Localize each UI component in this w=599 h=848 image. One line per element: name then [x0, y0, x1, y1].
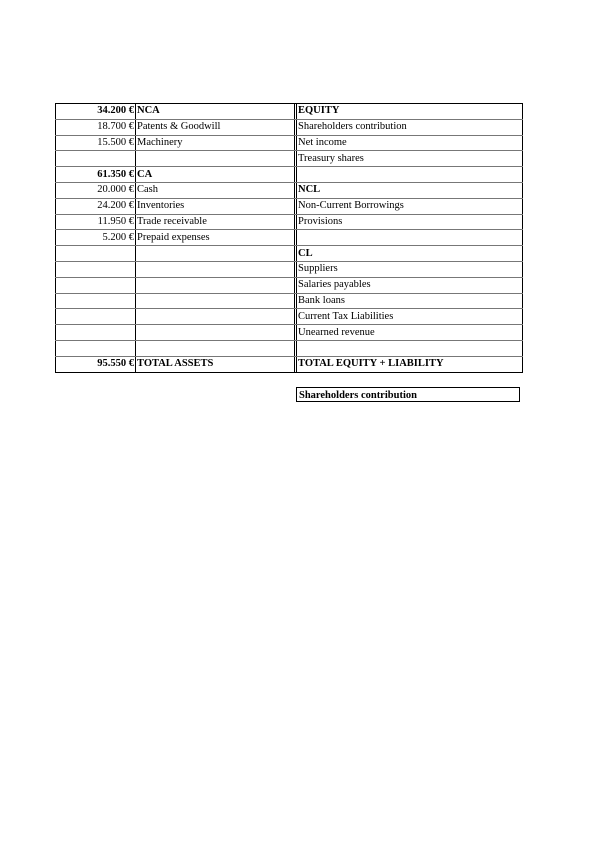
asset-label-cell [136, 309, 295, 325]
amount-cell [56, 246, 136, 262]
liability-label-cell [297, 230, 523, 246]
table-row [56, 182, 523, 198]
asset-label-cell: Cash [136, 182, 295, 198]
liability-label-cell: Salaries payables [297, 277, 523, 293]
table-row [56, 309, 523, 325]
asset-label-cell: Patents & Goodwill [136, 119, 295, 135]
asset-label-cell [136, 246, 295, 262]
asset-label-cell [136, 325, 295, 341]
amount-cell [56, 293, 136, 309]
asset-label-cell: NCA [136, 104, 295, 120]
amount-cell: 20.000 € [56, 182, 136, 198]
table-row [56, 167, 523, 183]
liability-label-cell: Provisions [297, 214, 523, 230]
amount-cell: 24.200 € [56, 198, 136, 214]
table-row [56, 246, 523, 262]
asset-label-cell: Prepaid expenses [136, 230, 295, 246]
shareholders-contribution-label: Shareholders contribution [299, 390, 417, 401]
asset-label-cell: Inventories [136, 198, 295, 214]
liability-label-cell: NCL [297, 182, 523, 198]
table-row [56, 198, 523, 214]
liability-label-cell: Net income [297, 135, 523, 151]
amount-cell: 95.550 € [56, 356, 136, 372]
amount-cell [56, 309, 136, 325]
liability-label-cell: TOTAL EQUITY + LIABILITY [297, 356, 523, 372]
balance-table-body [56, 104, 523, 373]
table-row [56, 135, 523, 151]
table-row [56, 325, 523, 341]
asset-label-cell: CA [136, 167, 295, 183]
amount-cell: 11.950 € [56, 214, 136, 230]
balance-sheet [55, 103, 522, 373]
liability-label-cell: EQUITY [297, 104, 523, 120]
shareholders-contribution-box [296, 387, 520, 402]
table-row [56, 261, 523, 277]
liability-label-cell: Unearned revenue [297, 325, 523, 341]
table-row [56, 104, 523, 120]
asset-label-cell [136, 151, 295, 167]
amount-cell: 18.700 € [56, 119, 136, 135]
amount-cell [56, 151, 136, 167]
balance-table [55, 103, 523, 373]
liability-label-cell: Shareholders contribution [297, 119, 523, 135]
table-row [56, 277, 523, 293]
amount-cell: 15.500 € [56, 135, 136, 151]
amount-cell [56, 325, 136, 341]
asset-label-cell [136, 277, 295, 293]
table-row [56, 230, 523, 246]
table-row [56, 151, 523, 167]
amount-cell [56, 340, 136, 356]
amount-cell [56, 277, 136, 293]
table-row [56, 293, 523, 309]
amount-cell: 61.350 € [56, 167, 136, 183]
liability-label-cell [297, 167, 523, 183]
table-row [56, 119, 523, 135]
asset-label-cell [136, 293, 295, 309]
asset-label-cell [136, 261, 295, 277]
asset-label-cell [136, 340, 295, 356]
asset-label-cell: Trade receivable [136, 214, 295, 230]
liability-label-cell: Bank loans [297, 293, 523, 309]
amount-cell [56, 261, 136, 277]
asset-label-cell: Machinery [136, 135, 295, 151]
liability-label-cell: Non-Current Borrowings [297, 198, 523, 214]
amount-cell: 5.200 € [56, 230, 136, 246]
table-row [56, 340, 523, 356]
liability-label-cell: Treasury shares [297, 151, 523, 167]
liability-label-cell: Suppliers [297, 261, 523, 277]
liability-label-cell [297, 340, 523, 356]
asset-label-cell: TOTAL ASSETS [136, 356, 295, 372]
liability-label-cell: CL [297, 246, 523, 262]
amount-cell: 34.200 € [56, 104, 136, 120]
table-row [56, 214, 523, 230]
liability-label-cell: Current Tax Liabilities [297, 309, 523, 325]
table-row [56, 356, 523, 372]
